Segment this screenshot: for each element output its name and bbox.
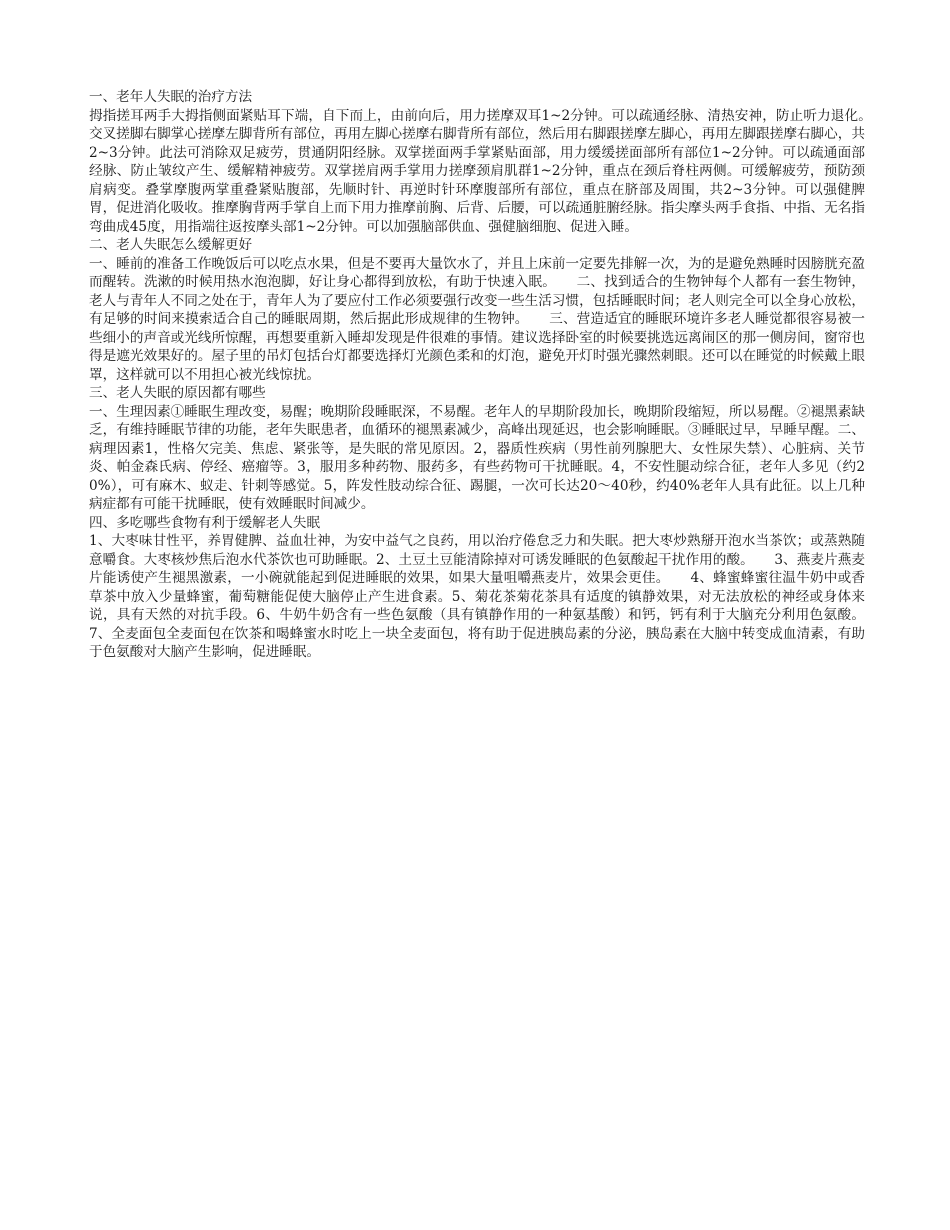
section-foods bbox=[89, 514, 865, 662]
section-treatment bbox=[89, 88, 893, 236]
section-causes bbox=[89, 384, 865, 514]
document-page bbox=[89, 88, 893, 662]
section-heading: 四、多吃哪些食物有利于缓解老人失眠 bbox=[89, 514, 321, 531]
section-body: 拇指搓耳两手大拇指侧面紧贴耳下端，自下而上，由前向后，用力搓摩双耳1~2分钟。可以疏通经脉、清热安神，防止听力退化。 交叉搓脚右脚掌心搓摩左脚背所有部位，再用左脚心搓摩右脚背所有部位，然后用右脚跟搓摩左脚心，再用左脚跟搓摩右脚心，共2~3分钟。此法可消除双足疲劳，贯通阴阳经脉。双掌搓面两手掌紧贴面部，用力缓缓搓面部所有部位1~2分钟。可以疏通面部经脉、防止皱纹产生、缓解精神疲劳。双掌搓肩两手掌用力搓摩颈肩肌群1~2分钟，重点在颈后脊柱两侧。可缓解疲劳，预防颈肩病变。叠掌摩腹两掌重叠紧贴腹部，先顺时针、再逆时针环摩腹部所有部位，重点在脐部及周围，共2~3分钟。可以强健脾胃，促进消化吸收。推摩胸背两手掌自上而下用力推摩前胸、后背、后腰，可以疏通脏腑经脉。指尖摩头两手食指、中指、无名指弯曲成45度，用指端往返按摩头部1~2分钟。可以加强脑部供血、强健脑细胞、促进入睡。 bbox=[89, 107, 893, 235]
section-body: 1、大枣味甘性平，养胃健脾、益血壮神，为安中益气之良药，用以治疗倦怠乏力和失眠。把大枣炒熟掰开泡水当茶饮；或蒸熟随意嚼食。大枣核炒焦后泡水代茶饮也可助睡眠。2、土豆土豆能清除掉对可诱发睡眠的色氨酸起干扰作用的酸。 3、燕麦片燕麦片能诱使产生褪黑激素，一小碗就能起到促进睡眠的效果，如果大量咀嚼燕麦片，效果会更佳。 4、蜂蜜蜂蜜往温牛奶中或香草茶中放入少量蜂蜜，葡萄糖能促使大脑停止产生进食素。5、菊花茶菊花茶具有适度的镇静效果，对无法放松的神经或身体来说，具有天然的对抗手段。6、牛奶牛奶含有一些色氨酸（具有镇静作用的一种氨基酸）和钙，钙有利于大脑充分利用色氨酸。7、全麦面包全麦面包在饮茶和喝蜂蜜水时吃上一块全麦面包，将有助于促进胰岛素的分泌，胰岛素在大脑中转变成血清素，有助于色氨酸对大脑产生影响，促进睡眠。 bbox=[89, 533, 865, 660]
section-relief bbox=[89, 236, 865, 384]
section-body: 一、生理因素①睡眠生理改变，易醒；晚期阶段睡眠深，不易醒。老年人的早期阶段加长，晚期阶段缩短，所以易醒。②褪黑素缺乏，有维持睡眠节律的功能，老年失眠患者，血循环的褪黑素减少，高峰出现延迟，也会影响睡眠。③睡眠过早，早睡早醒。二、病理因素1，性格欠完美、焦虑、紧张等，是失眠的常见原因。2，器质性疾病（男性前列腺肥大、女性尿失禁）、心脏病、关节炎、帕金森氏病、停经、癌瘤等。3，服用多种药物、服药多，有些药物可干扰睡眠。4，不安性腿动综合征，老年人多见（约20%），可有麻木、蚁走、针刺等感觉。5，阵发性肢动综合征、踢腿，一次可长达20～40秒，约40%老年人具有此征。以上几种病症都有可能干扰睡眠，使有效睡眠时间减少。 bbox=[89, 403, 865, 512]
section-heading: 二、老人失眠怎么缓解更好 bbox=[89, 237, 253, 253]
section-heading: 一、老年人失眠的治疗方法 bbox=[89, 89, 253, 105]
section-heading: 三、老人失眠的原因都有哪些 bbox=[89, 385, 266, 401]
section-body: 一、睡前的准备工作晚饭后可以吃点水果，但是不要再大量饮水了，并且上床前一定要先排解一次，为的是避免熟睡时因膀胱充盈而醒转。洗漱的时候用热水泡泡脚，好让身心都得到放松，有助于快速入眠。 二、找到适合的生物钟每个人都有一套生物钟，老人与青年人不同之处在于，青年人为了要应付工作必须要强行改变一些生活习惯，包括睡眠时间；老人则完全可以全身心放松，有足够的时间来摸索适合自己的睡眠周期，然后据此形成规律的生物钟。 三、营造适宜的睡眠环境许多老人睡觉都很容易被一些细小的声音或光线所惊醒，再想要重新入睡却发现是件很难的事情。建议选择卧室的时候要挑选远离闹区的那一侧房间，窗帘也得是遮光效果好的。屋子里的吊灯包括台灯都要选择灯光颜色柔和的灯泡，避免开灯时强光骤然刺眼。还可以在睡觉的时候戴上眼罩，这样就可以不用担心被光线惊扰。 bbox=[89, 255, 865, 383]
